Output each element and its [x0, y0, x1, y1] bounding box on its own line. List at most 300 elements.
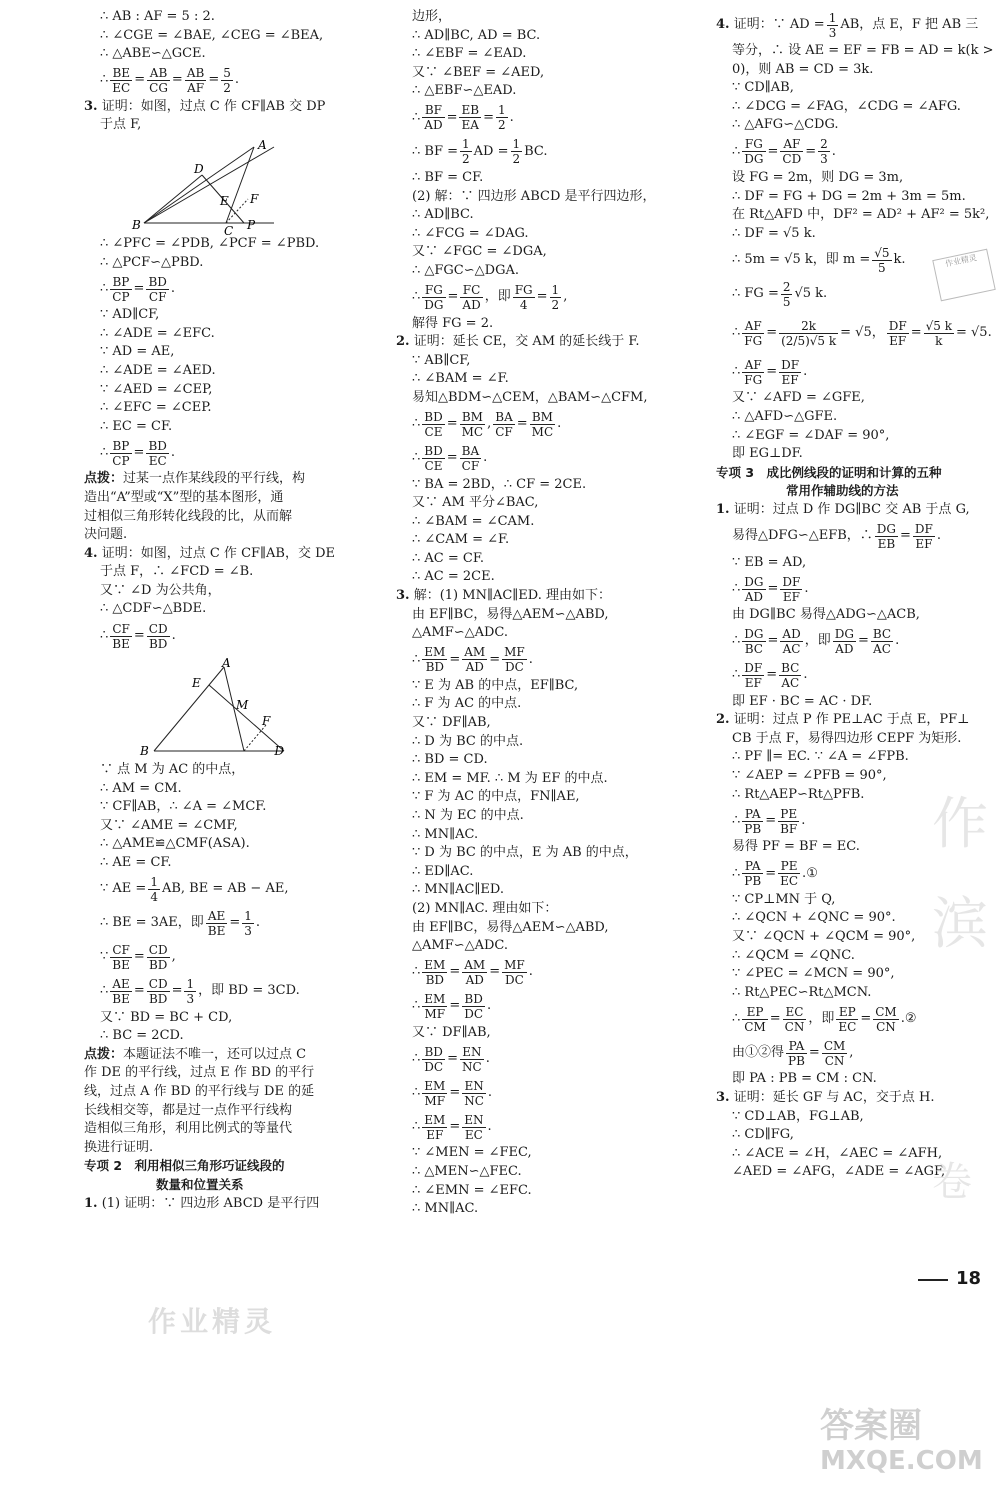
denominator: PB	[744, 874, 762, 889]
numerator: 2	[820, 137, 828, 152]
text-line: ∴ MN∥AC.	[412, 1201, 479, 1217]
denominator: EC	[148, 453, 167, 468]
denominator: EF	[782, 589, 800, 604]
numerator: BE	[110, 66, 132, 81]
numerator: CM	[875, 1004, 897, 1019]
denominator: BD	[425, 660, 445, 675]
text-part: 由①②得	[732, 1045, 785, 1061]
triangle-figure-1	[84, 137, 267, 238]
denominator: 5	[782, 294, 791, 309]
text-line: 由 EF∥BC，易得△AEM∽△ABD,	[412, 919, 609, 935]
numerator: 1	[828, 10, 837, 25]
text-line: ∴ BC = 2CD.	[100, 1028, 184, 1044]
numerator: EN	[464, 1112, 484, 1127]
fraction	[780, 137, 803, 166]
denominator: EF	[915, 537, 933, 551]
text-line: ∵ AD∥CF,	[100, 307, 160, 323]
numerator: CD	[148, 621, 168, 636]
tip-2	[84, 1046, 356, 1065]
text-line: 设 FG = 2m，则 DG = 3m,	[732, 169, 904, 185]
numerator: BD	[148, 274, 167, 289]
text-part: ∴ FG =	[732, 286, 779, 302]
text-part: ∴ 5m = √5 k，即 m =	[732, 252, 871, 268]
numerator: PA	[742, 859, 763, 874]
denominator: BE	[207, 924, 226, 939]
numerator: MF	[504, 958, 525, 973]
fraction-line: ∴ $\frac{DG}{BC}$ = $\frac{AD}{AC}$ ，即 $\frac{DG}{AD}$ = $\frac{BC}{AC}$ .	[732, 627, 900, 657]
denominator: BD	[148, 636, 168, 651]
fraction	[836, 1005, 858, 1034]
denominator: EF	[781, 372, 799, 387]
text-line: 由 DG∥BC 易得△ADG∽△ACB,	[732, 607, 920, 623]
page-number: 18	[956, 1268, 982, 1289]
fraction	[778, 859, 800, 888]
text-line: ∠AED = ∠AFG，∠ADE = ∠AGF,	[732, 1164, 946, 1180]
fraction	[887, 319, 909, 348]
numerator: BD	[148, 438, 167, 453]
fraction-line: 易得△DFG∽△EFB，∴ $\frac{DG}{EB}$ = $\frac{DF}{EF}$ .	[732, 522, 941, 551]
numerator: EM	[424, 992, 446, 1007]
denominator: CE	[424, 425, 443, 439]
denominator: (2/5)√5 k	[781, 333, 837, 348]
problem-4-header	[716, 8, 986, 42]
text-line: ∵ 点 M 为 AC 的中点，	[100, 762, 245, 778]
fraction	[873, 1005, 898, 1034]
fraction	[460, 1045, 484, 1074]
text-line: ∴ MN∥AC∥ED.	[412, 882, 505, 898]
label-C: C	[224, 223, 234, 238]
denominator: DG	[424, 298, 444, 313]
text-line: ∴ ∠EBF = ∠EAD.	[412, 46, 527, 62]
fraction-line: ∴ $\frac{AF}{FG}$ = $\frac{2k}{(2/5)√5 k}$ = √5， $\frac{DF}{EF}$ = $\frac{√5 k}{k}$ = √5.	[732, 318, 992, 348]
denominator: DG	[744, 152, 764, 167]
fraction	[462, 1113, 485, 1142]
text-part: ，即 BD = 3CD.	[198, 983, 300, 999]
denominator: DC	[464, 1007, 484, 1022]
fraction	[530, 410, 555, 439]
fraction-line: ∴ $\frac{BD}{DC}$ = $\frac{EN}{NC}$ .	[412, 1044, 490, 1074]
text-line: ∴ ∠EMN = ∠EFC.	[412, 1182, 532, 1198]
section-2-subheading: 数量和位置关系	[156, 1176, 244, 1192]
text-line: 在 Rt△AFD 中，DF² = AD² + AF² = 5k²,	[732, 207, 990, 223]
text-line: ∵ AB∥CF,	[412, 352, 471, 368]
fraction	[778, 807, 799, 836]
text-line: ∴ F 为 AC 的中点.	[412, 696, 522, 712]
text-line: 又∵ ∠D 为公共角，	[100, 582, 221, 598]
text-line: 又∵ ∠BEF = ∠AED,	[412, 64, 545, 80]
text-line: 作 DE 的平行线，过点 E 作 BD 的平行	[84, 1065, 315, 1081]
numerator: 1	[244, 909, 252, 924]
label-E: E	[192, 676, 201, 691]
denominator: DC	[505, 973, 524, 988]
text-line: CB 于点 F，易得四边形 CEPF 为矩形.	[732, 730, 962, 746]
fraction	[185, 66, 206, 95]
text-line: ∴ DF = FG + DG = 2m + 3m = 5m.	[732, 188, 966, 204]
text-line: ∵ CD∥AB,	[732, 80, 794, 96]
section-2-heading: 专项 2 利用相似三角形巧证线段的	[84, 1158, 285, 1174]
text-line: ∴ BD = CD.	[412, 752, 488, 768]
column-left	[84, 8, 356, 1213]
text-line: ∴ Rt△AEP∽Rt△PFB.	[732, 786, 865, 802]
fraction	[511, 137, 523, 166]
fraction-line: ∴ $\frac{FG}{DG}$ = $\frac{AF}{CD}$ = $\frac{2}{3}$ .	[732, 137, 836, 167]
fraction	[460, 137, 472, 166]
tip-text: 过某一点作某线段的平行线，构	[123, 471, 306, 487]
text-line: ∴ ∠EGF = ∠DAF = 90°,	[732, 427, 890, 443]
denominator: EC	[464, 1127, 483, 1142]
fraction	[827, 11, 839, 40]
fraction	[872, 246, 891, 275]
text-line: 造出“A”型或“X”型的基本图形，通	[84, 489, 284, 505]
denominator: BE	[112, 958, 130, 973]
text-line: △AMF∽△ADC.	[412, 938, 509, 954]
denominator: CN	[784, 1019, 805, 1034]
problem-2-header	[396, 333, 688, 352]
section-3-subheading: 常用作辅助线的方法	[786, 483, 899, 499]
fraction	[742, 358, 764, 387]
denominator: AC	[781, 676, 800, 691]
text-line: ∵ CD⊥AB，FG⊥AB,	[732, 1108, 864, 1124]
text-line: ∴ △EBF∽△EAD.	[412, 83, 517, 99]
watermark-logo: 答案圈	[820, 1406, 922, 1446]
fraction-line: ∴ $\frac{PA}{PB}$ = $\frac{PE}{EC}$ . ①	[732, 859, 818, 889]
fraction	[742, 575, 765, 604]
numerator: EM	[424, 645, 446, 660]
numerator: AB	[186, 66, 205, 81]
numerator: √5	[874, 245, 890, 260]
text-line: ∵ F 为 AC 的中点，FN∥AE,	[412, 789, 580, 805]
text-line: ∴ EC = CF.	[100, 418, 173, 434]
text-line: 0)，则 AB = CD = 3k.	[732, 61, 874, 77]
numerator: AF	[780, 137, 803, 152]
denominator: EC	[112, 81, 131, 96]
numerator: AE	[206, 909, 228, 924]
numerator: AF	[742, 319, 764, 334]
numerator: BA	[493, 410, 515, 425]
text-line: 即 EG⊥DF.	[732, 446, 803, 462]
fraction	[818, 137, 830, 166]
label-F: F	[250, 191, 259, 206]
fraction	[779, 358, 801, 387]
page-number-dash	[918, 1279, 948, 1281]
fraction	[460, 410, 485, 439]
problem-4-header	[84, 545, 356, 564]
numerator: AF	[742, 358, 764, 373]
problem-number: 3.	[716, 1090, 730, 1105]
numerator: CF	[110, 943, 132, 958]
numerator: EM	[424, 958, 446, 973]
numerator: BM	[460, 410, 485, 425]
fraction-line: ∴ $\frac{EM}{MF}$ = $\frac{BD}{DC}$ .	[412, 992, 492, 1022]
text-line: ∴ ∠FCG = ∠DAG.	[412, 225, 529, 241]
fraction	[783, 1005, 807, 1034]
denominator: BC	[744, 642, 763, 657]
numerator: EM	[424, 1078, 446, 1093]
denominator: AD	[835, 642, 854, 657]
side-watermark: 卷	[932, 1159, 972, 1205]
fraction	[422, 444, 444, 473]
numerator: 2k	[779, 319, 838, 334]
text-line: ∴ △CDF∽△BDE.	[100, 601, 207, 617]
fraction-line: ∴ $\frac{BE}{EC}$ = $\frac{AB}{CG}$ = $\frac{AB}{AF}$ = $\frac{5}{2}$ .	[100, 66, 239, 96]
text-line: ∴ AE = CF.	[100, 855, 172, 871]
numerator: BD	[422, 1045, 445, 1060]
text-line: ∴ AB : AF = 5 : 2.	[100, 9, 215, 24]
fraction-line: ∵ $\frac{CF}{BE}$ = $\frac{CD}{BD}$ ,	[100, 943, 176, 973]
denominator: FG	[744, 333, 763, 348]
denominator: AD	[744, 589, 764, 604]
fraction	[110, 439, 131, 468]
section-3-heading: 专项 3 成比例线段的证明和计算的五种	[716, 464, 942, 480]
fraction	[459, 103, 481, 132]
text-line: ∴ ∠EFC = ∠CEP.	[100, 400, 212, 416]
denominator: 4	[150, 890, 158, 905]
text-line: ∵ ∠AED = ∠CEP,	[100, 381, 213, 397]
problem-text: (1) 证明：∵ 四边形 ABCD 是平行四	[101, 1195, 320, 1211]
text-line: ∴ ∠PFC = ∠PDB, ∠PCF = ∠PBD.	[100, 235, 320, 251]
denominator: PB	[788, 1053, 805, 1068]
denominator: MC	[531, 425, 554, 439]
problem-3-header	[716, 1089, 986, 1108]
fraction	[913, 522, 935, 551]
denominator: k	[935, 333, 943, 348]
fraction	[110, 622, 132, 651]
fraction	[460, 283, 482, 312]
numerator: EP	[742, 1005, 767, 1020]
fraction	[742, 661, 764, 690]
fraction-line: ∴ $\frac{PA}{PB}$ = $\frac{PE}{BF}$ .	[732, 806, 806, 836]
numerator: AB	[147, 66, 170, 81]
problem-text: 解：(1) MN∥AC∥ED. 理由如下：	[413, 588, 612, 604]
text-part: k.	[893, 252, 906, 268]
numerator: BD	[424, 410, 443, 424]
numerator: BD	[424, 444, 443, 458]
text-part: 易得△DFG∽△EFB，∴	[732, 528, 873, 544]
label-A: A	[222, 656, 231, 671]
numerator: DG	[744, 574, 764, 589]
fraction	[146, 275, 168, 304]
text-line: ∴ △AFG∽△CDG.	[732, 117, 839, 133]
text-line: 等分，∴ 设 AE = EF = FB = AD = k(k >	[732, 43, 994, 58]
numerator: MF	[504, 645, 525, 660]
text-line: △AMF∽△ADC.	[412, 625, 509, 641]
numerator: 1	[512, 137, 521, 152]
denominator: 3	[828, 25, 837, 40]
problem-2-header	[716, 711, 986, 730]
denominator: BF	[780, 821, 798, 836]
fraction	[742, 807, 763, 836]
numerator: FG	[514, 283, 533, 298]
problem-3-header	[396, 587, 688, 606]
text-line: 换进行证明.	[84, 1139, 154, 1155]
fraction	[148, 875, 160, 904]
fraction	[147, 66, 170, 95]
text-line: 又∵ DF∥AB,	[412, 715, 491, 731]
fraction	[110, 66, 132, 95]
text-part: ∵ AE =	[100, 881, 147, 897]
column-right	[716, 8, 994, 1182]
text-line: ∴ D 为 BC 的中点.	[412, 733, 524, 749]
fraction-line: ∴ $\frac{AE}{BE}$ = $\frac{CD}{BD}$ = $\frac{1}{3}$ ，即 BD = 3CD.	[100, 977, 300, 1007]
text-line: ∵ CP⊥MN 于 Q,	[732, 891, 836, 907]
denominator: AF	[187, 81, 205, 96]
fraction-line: ∴ $\frac{BD}{CE}$ = $\frac{BM}{MC}$ , $\frac{BA}{CF}$ = $\frac{BM}{MC}$ .	[412, 410, 562, 439]
problem-text: 证明：过点 D 作 DG∥BC 交 AB 于点 G,	[733, 501, 970, 517]
fraction	[502, 958, 527, 987]
denominator: DC	[505, 660, 524, 675]
text-line: ∴ Rt△PEC∽Rt△MCN.	[732, 984, 872, 1000]
text-line: ∴ AD∥BC.	[412, 207, 474, 223]
text-line: 又∵ BD = BC + CD,	[100, 1009, 233, 1025]
text-line: ∴ MN∥AC.	[412, 826, 479, 842]
text-line: 又∵ ∠QCN + ∠QCM = 90°,	[732, 929, 916, 945]
problem-number: 1.	[84, 1195, 98, 1211]
denominator: BE	[112, 636, 130, 651]
fraction-line: ∴ $\frac{EP}{CM}$ = $\frac{EC}{CN}$ ，即 $\frac{EP}{EC}$ = $\frac{CM}{CN}$ . ②	[732, 1004, 917, 1034]
denominator: BD	[148, 992, 168, 1007]
denominator: DC	[424, 1059, 444, 1074]
denominator: CF	[148, 289, 167, 304]
numerator: DF	[888, 318, 907, 333]
text-part: ，即	[484, 289, 511, 305]
denominator: NC	[464, 1093, 484, 1108]
denominator: EF	[889, 333, 907, 348]
numerator: CF	[110, 622, 132, 637]
label-M: M	[236, 698, 249, 713]
fraction	[110, 275, 131, 304]
problem-number: 1.	[716, 501, 730, 517]
fraction-line: ∴ $\frac{BP}{CP}$ = $\frac{BD}{CF}$ .	[100, 274, 176, 304]
numerator: EN	[462, 1079, 486, 1094]
numerator: BC	[872, 627, 892, 642]
numerator: PA	[742, 807, 763, 822]
fraction	[110, 943, 132, 972]
numerator: PE	[778, 807, 799, 822]
text-line: ∵ EB = AD,	[732, 554, 807, 570]
label-D: D	[194, 161, 204, 176]
text-line: ∵ CF∥AB，∴ ∠A = ∠MCF.	[100, 799, 267, 815]
fraction	[462, 992, 485, 1021]
text-line: ∴ EM = MF. ∴ M 为 EF 的中点.	[412, 770, 608, 786]
numerator: FG	[742, 137, 765, 152]
denominator: CF	[495, 425, 513, 439]
numerator: AM	[464, 958, 486, 973]
text-part: AD =	[473, 143, 509, 159]
fraction-line: ∴ $\frac{EM}{MF}$ = $\frac{EN}{NC}$ .	[412, 1078, 493, 1108]
text-part: ，即	[804, 633, 831, 649]
problem-number: 4.	[84, 545, 98, 561]
numerator: EN	[460, 1045, 484, 1060]
denominator: EA	[461, 118, 479, 133]
numerator: FG	[422, 283, 445, 298]
numerator: 1	[186, 977, 195, 992]
problem-1-header	[84, 1195, 356, 1214]
text-line: ∴ AM = CM.	[100, 780, 182, 796]
fraction-line: ∴ $\frac{EM}{BD}$ = $\frac{AM}{AD}$ = $\frac{MF}{DC}$ .	[412, 645, 533, 675]
numerator: 2	[782, 279, 791, 294]
fraction	[493, 410, 515, 439]
numerator: EP	[836, 1005, 858, 1020]
label-E: E	[220, 193, 229, 208]
fraction	[502, 645, 527, 674]
text-line: 解得 FG = 2.	[412, 315, 494, 331]
fraction-line	[412, 135, 688, 169]
denominator: CN	[824, 1053, 845, 1068]
text-line: 又∵ ∠AFD = ∠GFE,	[732, 390, 865, 406]
numerator: BC	[781, 661, 800, 676]
tip-label: 点拨：	[84, 471, 124, 487]
numerator: DF	[744, 661, 763, 676]
fraction	[422, 1045, 445, 1074]
text-line: ∴ DF = √5 k.	[732, 225, 816, 241]
fraction-line: 由①②得 $\frac{PA}{PB}$ = $\frac{CM}{CN}$ ,	[732, 1038, 854, 1068]
numerator: AM	[464, 645, 486, 660]
denominator: CF	[461, 459, 480, 473]
denominator: CD	[782, 152, 802, 167]
text-line: ∴ △AME≌△CMF(ASA).	[100, 836, 250, 852]
text-line: 又∵ ∠AME = ∠CMF,	[100, 817, 238, 833]
problem-1-header	[716, 501, 986, 520]
numerator: BF	[422, 103, 444, 118]
text-line: ∴ N 为 EC 的中点.	[412, 808, 524, 823]
text-line: ∴ ∠BAM = ∠CAM.	[412, 513, 535, 529]
fraction-line: ∴ $\frac{DG}{AD}$ = $\frac{DF}{EF}$ .	[732, 574, 809, 604]
label-B: B	[132, 217, 141, 232]
fraction	[146, 439, 168, 468]
fraction	[422, 992, 447, 1021]
fraction-line: ∴ $\frac{FG}{DG}$ = $\frac{FC}{AD}$ ，即 $\frac{FG}{4}$ = $\frac{1}{2}$ ,	[412, 283, 568, 313]
text-part: ①	[806, 865, 818, 881]
fraction	[184, 977, 196, 1006]
numerator: BM	[530, 410, 555, 425]
text-line: ∴ ED∥AC.	[412, 863, 474, 879]
fraction	[875, 522, 898, 551]
denominator: NC	[462, 1059, 482, 1074]
numerator: CD	[148, 943, 168, 958]
fraction	[147, 622, 170, 651]
text-line: 易知△BDM∽△CEM，△BAM∽△CFM,	[412, 389, 648, 405]
stamp-logo: 作业精灵	[932, 249, 996, 302]
fraction	[147, 943, 170, 972]
text-line: ∴ ∠QCN + ∠QNC = 90°.	[732, 910, 896, 926]
text-line: ∴ ∠BAM = ∠F.	[412, 371, 509, 387]
denominator: EF	[426, 1127, 444, 1142]
fraction-line: ∴ $\frac{BF}{AD}$ = $\frac{EB}{EA}$ = $\frac{1}{2}$ .	[412, 103, 514, 133]
label-B: B	[140, 744, 149, 759]
triangle-figure-2	[84, 657, 284, 757]
denominator: BE	[112, 992, 130, 1007]
fraction	[110, 977, 132, 1006]
fraction-line	[84, 873, 356, 907]
text-line: ∴ ∠QCM = ∠QNC.	[732, 947, 855, 963]
text-line: 即 PA : PB = CM : CN.	[732, 1071, 877, 1087]
denominator: CE	[424, 459, 443, 473]
fraction	[422, 283, 445, 312]
text-line: ∴ △PCF∽△PBD.	[100, 254, 204, 270]
fraction	[786, 1039, 807, 1068]
fraction	[742, 859, 763, 888]
fraction	[422, 1113, 447, 1142]
problem-text: 证明：过点 P 作 PE⊥AC 于点 E，PF⊥	[733, 712, 970, 728]
numerator: DG	[876, 522, 896, 536]
fraction	[779, 661, 801, 690]
denominator: EC	[838, 1019, 857, 1034]
text-line: ∴ AC = CF.	[412, 550, 484, 566]
text-part: ∴ BF =	[412, 143, 459, 159]
numerator: DF	[914, 522, 933, 536]
side-watermark: 作	[932, 792, 988, 857]
fraction-line: ∴ $\frac{CF}{BE}$ = $\frac{CD}{BD}$ .	[100, 621, 176, 651]
